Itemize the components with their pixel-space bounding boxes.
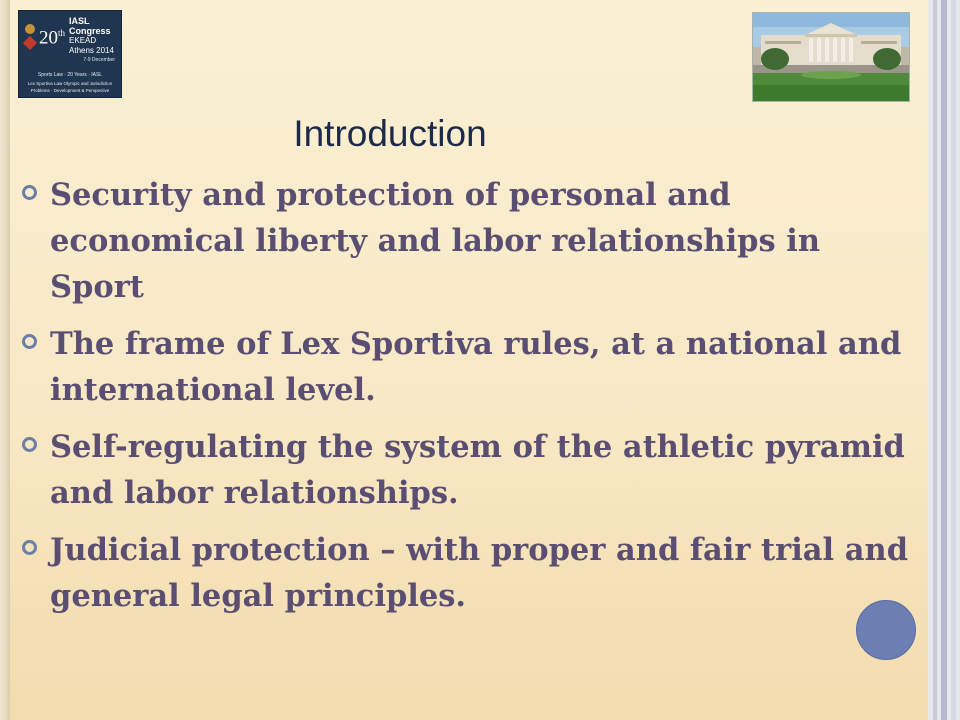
slide-left-border: [0, 0, 10, 720]
circle-bullet-icon: [22, 185, 37, 200]
logo-ordinal: 20th: [39, 27, 66, 49]
bullet-text: Security and protection of personal and economical liberty and labor relationships in Sport: [50, 177, 821, 305]
slide-title: Introduction: [293, 113, 487, 154]
bullet-item: [20, 172, 920, 310]
logo-line1: IASL Congress: [69, 16, 111, 36]
bullet-text: Self-regulating the system of the athletic pyramid and labor relationships.: [50, 429, 905, 511]
emblem-icon: [25, 24, 35, 48]
bullet-item: [20, 424, 920, 516]
circle-bullet-icon: [22, 437, 37, 452]
logo-theme: Lex Sportiva Law Olympic and Jurisdiction Problems · Development & Perspective: [27, 81, 113, 93]
bullet-text: Judicial protection – with proper and fair trial and general legal principles.: [50, 532, 909, 614]
congress-logo: [18, 10, 122, 98]
slide-nav-button[interactable]: [856, 600, 916, 660]
building-photo: [752, 12, 910, 102]
right-decorative-rail: [928, 0, 960, 720]
logo-dates: 7-9 December: [83, 57, 115, 63]
bullet-text: The frame of Lex Sportiva rules, at a national and international level.: [50, 326, 902, 408]
logo-subject: Sports Law · 20 Years · IASL: [37, 72, 103, 78]
bullet-item: [20, 321, 920, 413]
circle-bullet-icon: [22, 334, 37, 349]
circle-bullet-icon: [22, 540, 37, 555]
logo-line2: EKEAD Athens 2014: [69, 36, 114, 55]
bullet-list: [20, 172, 920, 630]
bullet-item: [20, 527, 920, 619]
